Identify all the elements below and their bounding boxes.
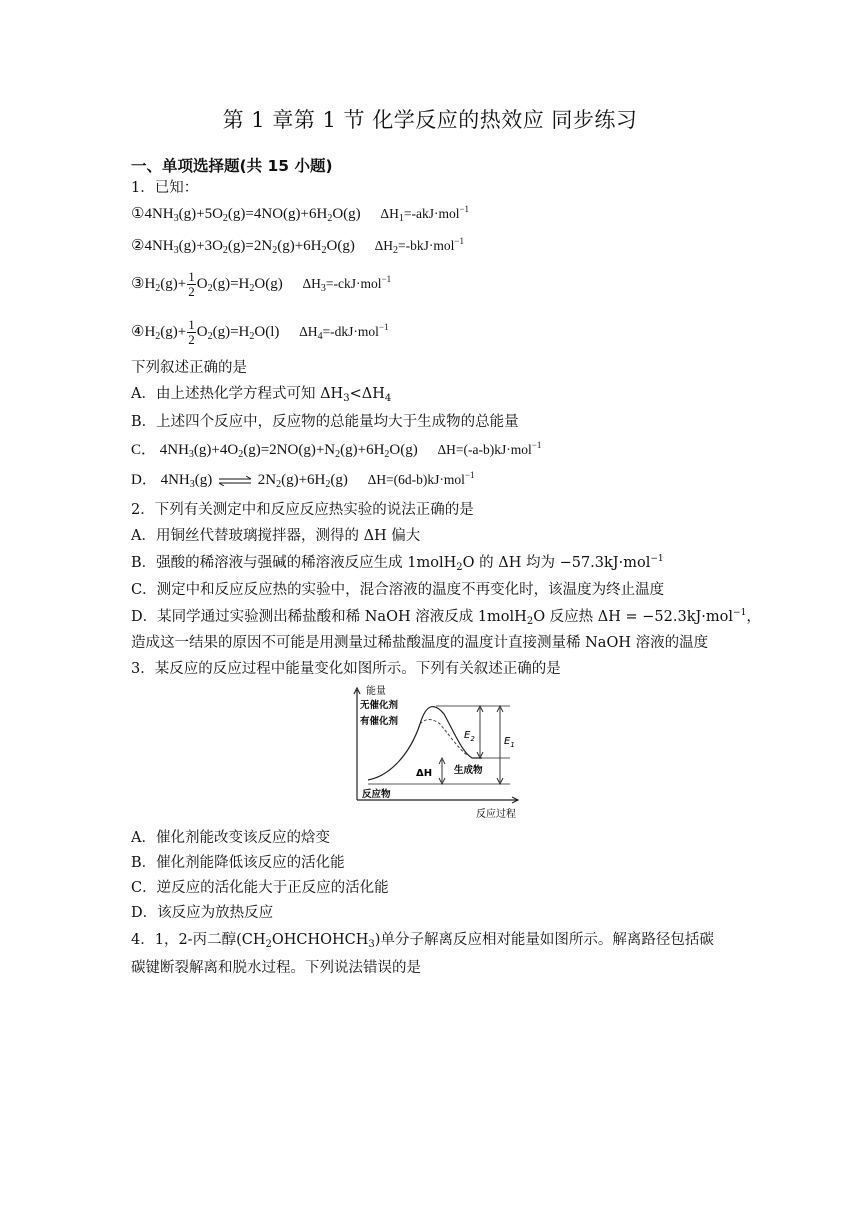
q3-option-b: B．催化剂能降低该反应的活化能 (131, 855, 345, 871)
q1-option-c: C． $4NH_3(g)+4O_2(g)=2NO(g)+N_2(g)+6H_2O(g)$ ΔH=(-a-b)kJ·mol$^{-1}$ (131, 440, 542, 460)
q1-equation-4: $④H_2(g)+$ $\frac{1}{2}$ $O_2(g)=H_2O(l)$ $\Delta H_4=-dkJ\cdot mol^{-1}$ (131, 317, 389, 347)
section-heading: 一、单项选择题(共 15 小题) (131, 157, 333, 175)
q1-option-b: B．上述四个反应中，反应物的总能量均大于生成物的总能量 (131, 414, 519, 430)
q2-option-c: C．测定中和反应反应热的实验中，混合溶液的温度不再变化时，该温度为终止温度 (131, 582, 665, 598)
q1-option-d: D． $4NH_3(g)$ $2N_2(g)+6H_2(g)$ ΔH=(6d-b)kJ·mol$^{-1}$ (131, 470, 475, 490)
e2-label: $E_2$ (464, 730, 475, 743)
fraction-one-half: $\frac{1}{2}$ (188, 269, 195, 299)
q2-option-b: B．强酸的稀溶液与强碱的稀溶液反应生成 1molH$_2$O 的 ΔH 均为 −57.3kJ·mol$^{-1}$ (131, 554, 664, 573)
delta-h-label: ΔH (416, 768, 433, 779)
with-catalyst-label: 有催化剂 (360, 716, 399, 727)
energy-profile-diagram (350, 684, 526, 822)
q4-stem-line-2: 碳键断裂解离和脱水过程。下列说法错误的是 (131, 960, 421, 976)
q3-option-a: A．催化剂能改变该反应的焓变 (131, 830, 330, 846)
e1-label: $E_1$ (504, 736, 515, 749)
x-axis-label: 反应过程 (476, 809, 516, 820)
q1-equation-1: $①4NH_3(g)+5O_2(g)=4NO(g)+6H_2O(g)$ $\Delta H_1=-akJ\cdot mol^{-1}$ (131, 204, 470, 224)
reactant-label: 反应物 (362, 789, 391, 800)
q2-stem: 2．下列有关测定中和反应反应热实验的说法正确的是 (131, 502, 474, 518)
no-catalyst-label: 无催化剂 (360, 700, 399, 711)
q1-question: 下列叙述正确的是 (131, 360, 247, 376)
q1-equation-2: $②4NH_3(g)+3O_2(g)=2N_2(g)+6H_2O(g)$ $\Delta H_2=-bkJ\cdot mol^{-1}$ (131, 236, 464, 256)
q1-equation-3: $③H_2(g)+$ $\frac{1}{2}$ $O_2(g)=H_2O(g)$ $\Delta H_3=-ckJ\cdot mol^{-1}$ (131, 269, 392, 299)
page-title: 第 1 章第 1 节 化学反应的热效应 同步练习 (222, 108, 638, 132)
product-label: 生成物 (454, 765, 483, 776)
q4-stem-line-1: 4．1，2-丙二醇$(CH_2OHCHOHCH_3)$单分子解离反应相对能量如图所示。解离路径包括碳 (131, 932, 714, 950)
q2-option-a: A．用铜丝代替玻璃搅拌器，测得的 ΔH 偏大 (131, 528, 421, 544)
q1-stem: 1．已知： (131, 180, 199, 196)
fraction-one-half: $\frac{1}{2}$ (188, 317, 195, 347)
q2-option-d-continued: 造成这一结果的原因不可能是用测量过稀盐酸温度的温度计直接测量稀 NaOH 溶液的温度 (131, 635, 709, 651)
q3-option-c: C．逆反应的活化能大于正反应的活化能 (131, 880, 389, 896)
catalyzed-curve (420, 720, 468, 757)
q1-option-a: A．由上述热化学方程式可知 $\Delta H_3<\Delta H_4$ (131, 386, 392, 404)
q2-option-d: D．某同学通过实验测出稀盐酸和稀 NaOH 溶液反成 1molH$_2$O 反应热 ΔH = −52.3kJ·mol$^{-1}$， (131, 608, 761, 627)
q3-stem: 3．某反应的反应过程中能量变化如图所示。下列有关叙述正确的是 (131, 661, 561, 677)
q3-option-d: D．该反应为放热反应 (131, 905, 274, 921)
y-axis-label: 能量 (366, 686, 386, 697)
reversible-arrow-icon (218, 476, 252, 486)
